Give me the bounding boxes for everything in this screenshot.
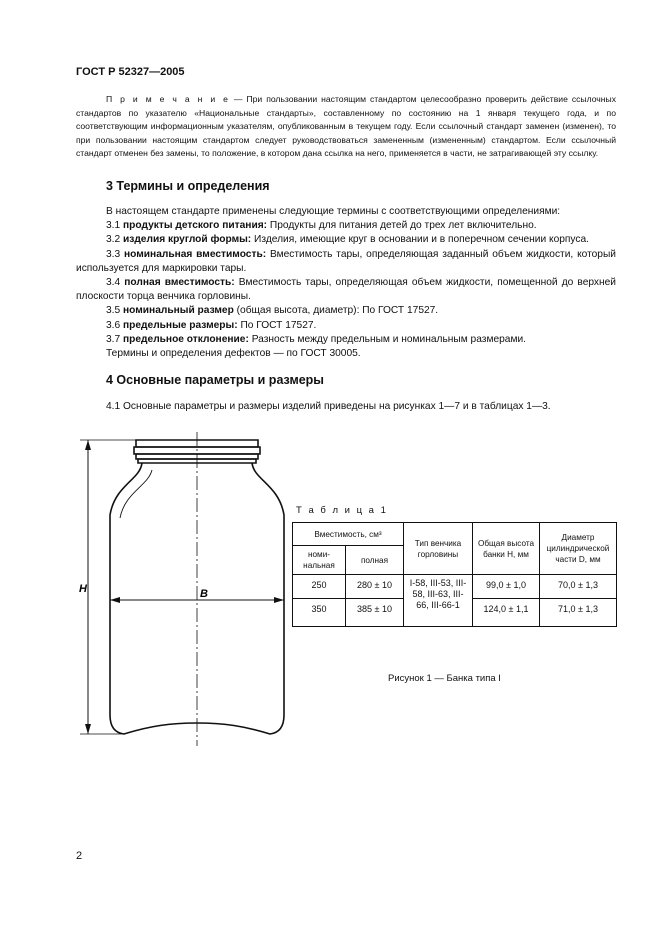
height-label: H — [79, 583, 87, 595]
header-capacity: Вместимость, см³ — [293, 523, 404, 546]
header-full: полная — [346, 546, 404, 575]
header-diameter: Диаметр цилиндрической части D, мм — [540, 523, 617, 575]
header-finish: Тип венчика горловины — [404, 523, 473, 575]
page-number: 2 — [76, 850, 83, 862]
terms-list — [76, 205, 616, 361]
reference-note — [76, 93, 616, 161]
jar-drawing — [70, 430, 285, 750]
terms-intro: В настоящем стандарте применены следующие термины с соответствующими определениями: — [106, 206, 561, 217]
diameter-label: B — [200, 588, 208, 600]
figure-caption: Рисунок 1 — Банка типа I — [388, 673, 501, 684]
header-nominal: номи-нальная — [293, 546, 346, 575]
term-item: 3.3 номинальная вместимость: Вместимость тары, определяющая заданный объем жидкости, который используется для маркировки тары. — [76, 248, 616, 274]
table-caption: Т а б л и ц а 1 — [296, 505, 388, 516]
section-4-heading: 4 Основные параметры и размеры — [106, 373, 324, 387]
section-3-heading: 3 Термины и определения — [106, 179, 270, 193]
finish-types: I-58, III-53, III-58, III-63, III-66, III-66-1 — [404, 575, 473, 627]
term-item: 3.7 предельное отклонение: Разность между предельным и номинальным размерами. — [106, 333, 526, 345]
paragraph-4-1: 4.1 Основные параметры и размеры изделий приведены на рисунках 1—7 и в таблицах 1—3. — [106, 401, 551, 412]
table-row: 250 280 ± 10 I-58, III-53, III-58, III-63, III-66, III-66-1 99,0 ± 1,0 70,0 ± 1,3 — [293, 575, 617, 599]
term-item: 3.4 полная вместимость: Вместимость тары, определяющая объем жидкости, помещенной до верхней плоскости торца венчика горловины. — [76, 277, 616, 303]
term-item: 3.6 предельные размеры: По ГОСТ 17527. — [106, 319, 317, 331]
defects-reference: Термины и определения дефектов — по ГОСТ 30005. — [106, 348, 361, 360]
note-text: — При пользовании настоящим стандартом целесообразно проверить действие ссылочных стандартов по указателю «Национальные стандарты», составленному по состоянию на 1 января текущего года, и по соответствующим информационным указателям, опубликованным в текущем году. Если ссылочный стандарт заменен (изменен), то при пользовании настоящим стандартом следует руководствоваться замененным (измененным) стандартом. Если ссылочный стандарт отменен без замены, то положение, в котором дана ссылка на него, применяется в части, не затрагивающей эту ссылку. — [76, 94, 617, 159]
table-1 — [292, 522, 617, 627]
table-row: 350 385 ± 10 124,0 ± 1,1 71,0 ± 1,3 — [293, 599, 617, 627]
note-label: П р и м е ч а н и е — [106, 94, 230, 104]
term-item: 3.1 продукты детского питания: Продукты для питания детей до трех лет включительно. — [106, 220, 537, 232]
document-header: ГОСТ Р 52327—2005 — [76, 66, 185, 78]
header-height: Общая высота банки H, мм — [473, 523, 540, 575]
term-item: 3.2 изделия круглой формы: Изделия, имеющие круг в основании и в поперечном сечении корпуса. — [106, 234, 589, 246]
term-item: 3.5 номинальный размер (общая высота, диаметр): По ГОСТ 17527. — [106, 305, 439, 317]
